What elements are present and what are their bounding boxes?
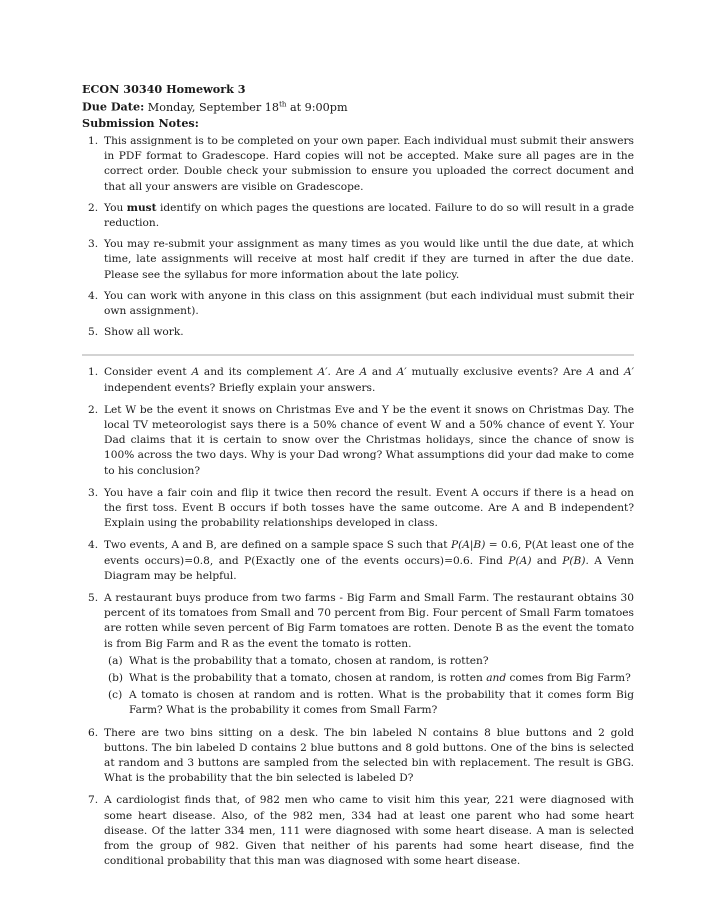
question-text: There are two bins sitting on a desk. The bin labeled N contains 8 blue buttons and 2 gold buttons. The bin labeled D contains 2 blue buttons and 8 gold buttons. One of the bins is selected at random and 3 buttons are sampled from the selected bin with replacement. The result is GBG. What is the probability that the bin selected is labeled D? bbox=[104, 726, 634, 785]
question-number: 2. bbox=[88, 403, 99, 416]
question-number: 3. bbox=[88, 486, 99, 499]
question-2 bbox=[82, 403, 634, 479]
due-label: Due Date: bbox=[82, 100, 145, 115]
question-4 bbox=[82, 538, 634, 584]
question-text: A restaurant buys produce from two farms - Big Farm and Small Farm. The restaurant obtains 30 percent of its tomatoes from Small and 70 percent from Big. Four percent of Small Farm tomatoes are rotten while seven percent of Big Farm tomatoes are rotten. Denote B as the event the tomato is from Big Farm and R as the event the tomato is rotten. bbox=[104, 592, 634, 650]
note-item bbox=[82, 134, 634, 195]
question-number: 5. bbox=[88, 592, 99, 605]
subquestion-label: (c) bbox=[108, 689, 123, 702]
questions-list bbox=[82, 365, 634, 869]
q4-text-g: . A Venn Diagram may be helpful. bbox=[104, 554, 634, 582]
subquestion-label: (a) bbox=[108, 654, 123, 667]
note-text: You can work with anyone in this class on this assignment (but each individual must submit their own assignment). bbox=[104, 289, 634, 317]
section-divider bbox=[82, 354, 634, 356]
subquestion-c bbox=[104, 688, 634, 718]
note-item bbox=[82, 325, 634, 340]
question-number: 6. bbox=[88, 726, 99, 739]
note-number: 1. bbox=[88, 134, 99, 147]
note-item bbox=[82, 237, 634, 283]
question-text: You have a fair coin and flip it twice then record the result. Event A occurs if there is a head on the first toss. Event B occurs if both tosses have the same outcome. Are A and B independent? Explain using the probability relationships developed in class. bbox=[104, 486, 634, 530]
subquestion-text-post: comes from Big Farm? bbox=[506, 672, 631, 685]
subquestion-text-emphasis: and bbox=[486, 672, 507, 685]
q1-math-a: A bbox=[586, 366, 595, 379]
subquestion-b bbox=[104, 671, 634, 686]
note-item bbox=[82, 201, 634, 231]
question-7 bbox=[82, 793, 634, 869]
due-date bbox=[82, 97, 634, 115]
question-number: 4. bbox=[88, 539, 99, 552]
note-text-post: identify on which pages the questions are located. Failure to do so will result in a grade reduction. bbox=[104, 201, 634, 229]
q4-math-pa: P(A) bbox=[508, 554, 532, 567]
note-text: You may re-submit your assignment as many times as you would like until the due date, at which time, late assignments will receive at most half credit if they are turned in after the due date. Please see the syllabus for more information about the late policy. bbox=[104, 238, 634, 281]
note-number: 3. bbox=[88, 238, 99, 251]
subquestion-text-pre: What is the probability that a tomato, chosen at random, is rotten bbox=[129, 672, 487, 685]
subquestion-text: A tomato is chosen at random and is rotten. What is the probability that it comes form Big Farm? What is the probability it comes from Small Farm? bbox=[129, 689, 634, 717]
question-text: Let W be the event it snows on Christmas Eve and Y be the event it snows on Christmas Day. The local TV meteorologist says there is a 50% chance of event W and a 50% chance of event Y. Your Dad claims that it is certain to snow over the Christmas holidays, since the chance of snow is 100% across the two days. Why is your Dad wrong? What assumptions did your dad make to come to his conclusion? bbox=[104, 403, 634, 477]
q4-text-c: = 0.6, P(At least one of the events occurs)=0.8, and P(Exactly one of the events occurs)=0.6. Find bbox=[104, 539, 635, 567]
note-number: 4. bbox=[88, 289, 99, 302]
q4-math-pab: P(A|B) bbox=[450, 539, 486, 552]
submission-notes-label: Submission Notes: bbox=[82, 115, 199, 130]
q4-math-pb: P(B) bbox=[562, 554, 586, 567]
due-value-day: Monday, September 18 bbox=[147, 101, 280, 115]
q4-text-e: and bbox=[531, 554, 563, 567]
subquestions-list bbox=[104, 654, 634, 719]
q1-text-k: and bbox=[594, 366, 624, 379]
note-text-pre: You bbox=[104, 201, 127, 214]
submission-notes-list bbox=[82, 134, 634, 340]
q1-text-m: independent events? Briefly explain your answers. bbox=[104, 381, 376, 394]
due-value bbox=[148, 101, 348, 114]
question-1 bbox=[82, 365, 634, 395]
note-number: 5. bbox=[88, 326, 99, 339]
note-item bbox=[82, 289, 634, 319]
course-title: ECON 30340 Homework 3 bbox=[82, 82, 246, 96]
question-number: 7. bbox=[88, 794, 99, 807]
due-sup: th bbox=[279, 100, 287, 109]
document-page bbox=[82, 82, 634, 876]
q1-math-a-prime: A′ bbox=[623, 366, 635, 379]
q1-text-e: . Are bbox=[327, 366, 360, 379]
q1-math-a-prime: A′ bbox=[317, 366, 328, 379]
note-number: 2. bbox=[88, 201, 99, 214]
note-text: Show all work. bbox=[104, 326, 184, 339]
due-value-time: at 9:00pm bbox=[286, 101, 348, 115]
note-text-bold: must bbox=[126, 201, 157, 214]
q1-math-a: A bbox=[191, 366, 200, 379]
q1-text-g: and bbox=[367, 366, 397, 379]
question-number: 1. bbox=[88, 366, 99, 379]
question-5 bbox=[82, 591, 634, 719]
question-6 bbox=[82, 726, 634, 787]
subquestion-label: (b) bbox=[108, 672, 124, 685]
subquestion-a bbox=[104, 654, 634, 669]
note-text: This assignment is to be completed on your own paper. Each individual must submit their answers in PDF format to Gradescope. Hard copies will not be accepted. Make sure all pages are in the correct order. Double check your submission to ensure you uploaded the correct document and that all your answers are visible on Gradescope. bbox=[104, 134, 634, 193]
q1-text-c: and its complement bbox=[199, 366, 318, 379]
q1-text-i: mutually exclusive events? Are bbox=[406, 366, 587, 379]
q1-text-a: Consider event bbox=[104, 366, 192, 379]
q1-math-a: A bbox=[359, 366, 368, 379]
q1-math-a-prime: A′ bbox=[396, 366, 407, 379]
question-text: A cardiologist finds that, of 982 men who came to visit him this year, 221 were diagnosed with some heart disease. Also, of the 982 men, 334 had at least one parent who had some heart disease. Of the latter 334 men, 111 were diagnosed with some heart disease. A man is selected from the group of 982. Given that neither of his parents had some heart disease, find the conditional probability that this man was diagnosed with some heart disease. bbox=[104, 794, 634, 868]
question-3 bbox=[82, 486, 634, 532]
subquestion-text: What is the probability that a tomato, chosen at random, is rotten? bbox=[129, 654, 489, 667]
q4-text-a: Two events, A and B, are defined on a sample space S such that bbox=[104, 539, 451, 552]
